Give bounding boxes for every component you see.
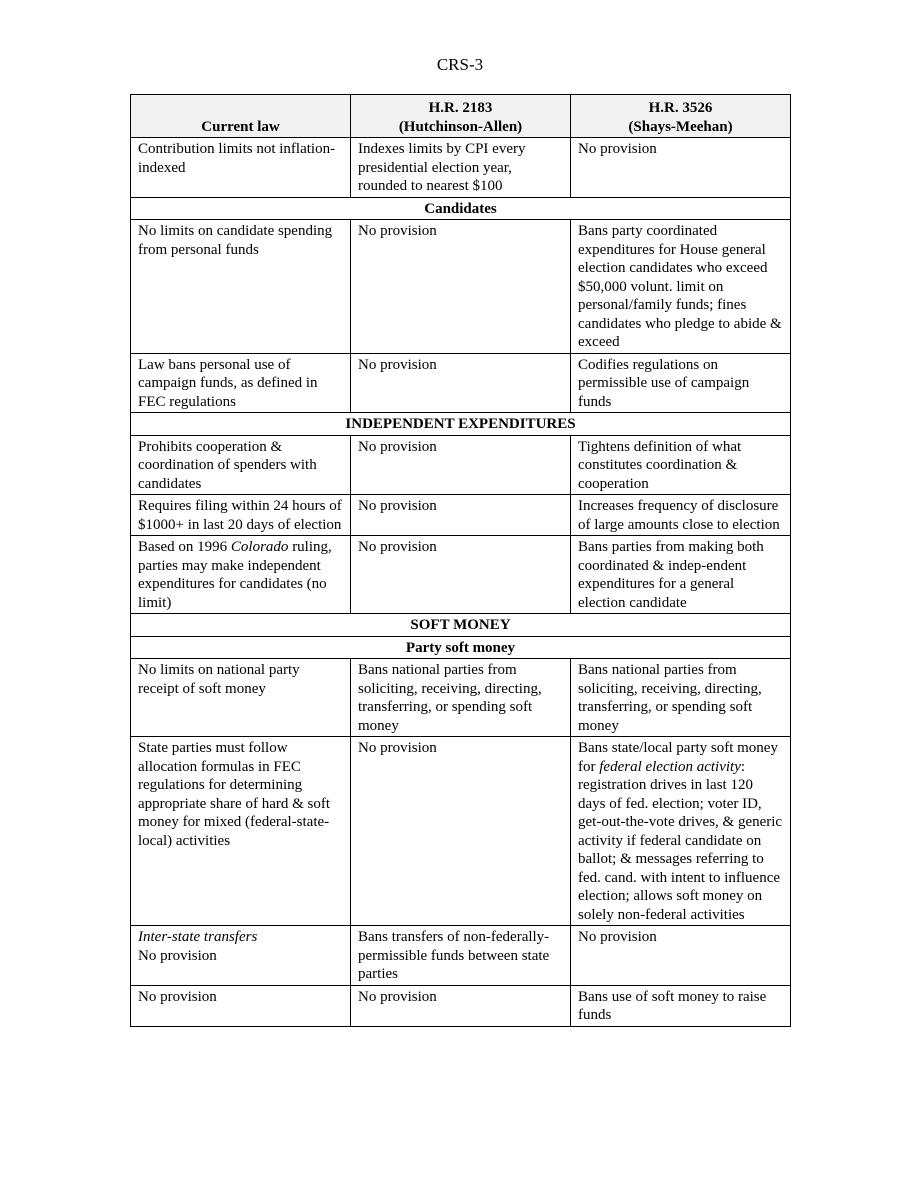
cell-hr3526: No provision bbox=[571, 926, 791, 986]
page-header: CRS-3 bbox=[436, 55, 484, 74]
section-row bbox=[131, 636, 791, 659]
cell-text: No provision bbox=[138, 947, 217, 964]
section-row bbox=[131, 413, 791, 436]
cell-current-law: Law bans personal use of campaign funds, as defined in FEC regulations bbox=[131, 353, 351, 413]
cell-current-law: Requires filing within 24 hours of $1000+ in last 20 days of election bbox=[131, 495, 351, 536]
cell-text: ruling, parties may make independent expenditures for candidates (no limit) bbox=[138, 539, 332, 611]
cell-hr3526: Bans parties from making both coordinated & indep-endent expenditures for a general election candidate bbox=[571, 536, 791, 614]
cell-current-law: No limits on national party receipt of soft money bbox=[131, 659, 351, 737]
cell-text: : registration drives in last 120 days of fed. election; voter ID, get-out-the-vote drives, & generic activity if federal candidate on ballot; & messages referring to fed. cand. with intent to influence election; allows soft money on solely non-federal activities bbox=[578, 758, 783, 923]
header-hr3526: H.R. 3526 (Shays-Meehan) bbox=[571, 95, 791, 138]
table-header-row bbox=[131, 95, 791, 138]
cell-text: Bans state/local party soft money for bbox=[578, 740, 778, 775]
cell-hr2183: No provision bbox=[351, 737, 571, 926]
cell-hr2183: No provision bbox=[351, 220, 571, 354]
cell-hr3526: Tightens definition of what constitutes coordination & cooperation bbox=[571, 435, 791, 495]
cell-hr3526 bbox=[571, 737, 791, 926]
cell-hr2183: Indexes limits by CPI every presidential election year, rounded to nearest $100 bbox=[351, 138, 571, 198]
cell-hr3526: Codifies regulations on permissible use of campaign funds bbox=[571, 353, 791, 413]
table-row bbox=[131, 435, 791, 495]
section-heading-soft-money: SOFT MONEY bbox=[131, 614, 791, 637]
cell-hr3526: Bans use of soft money to raise funds bbox=[571, 985, 791, 1026]
cell-hr3526: Increases frequency of disclosure of large amounts close to election bbox=[571, 495, 791, 536]
table-row bbox=[131, 495, 791, 536]
section-heading-independent-expenditures: INDEPENDENT EXPENDITURES bbox=[131, 413, 791, 436]
cell-hr2183: No provision bbox=[351, 985, 571, 1026]
cell-hr2183: No provision bbox=[351, 495, 571, 536]
table-row bbox=[131, 659, 791, 737]
section-heading-candidates: Candidates bbox=[131, 197, 791, 220]
cell-current-law: State parties must follow allocation formulas in FEC regulations for determining appropriate share of hard & soft money for mixed (federal-state-local) activities bbox=[131, 737, 351, 926]
section-heading-party-soft-money: Party soft money bbox=[131, 636, 791, 659]
table-row bbox=[131, 536, 791, 614]
table-row bbox=[131, 985, 791, 1026]
table-row bbox=[131, 138, 791, 198]
cell-hr3526: Bans national parties from soliciting, receiving, directing, transferring, or spending soft money bbox=[571, 659, 791, 737]
cell-current-law bbox=[131, 536, 351, 614]
cell-current-law: No provision bbox=[131, 985, 351, 1026]
cell-hr2183: Bans national parties from soliciting, receiving, directing, transferring, or spending soft money bbox=[351, 659, 571, 737]
table-row bbox=[131, 220, 791, 354]
cell-current-law: Prohibits cooperation & coordination of spenders with candidates bbox=[131, 435, 351, 495]
cell-hr2183: No provision bbox=[351, 435, 571, 495]
case-name: Colorado bbox=[230, 539, 289, 555]
section-row bbox=[131, 614, 791, 637]
subheading: Inter-state transfers bbox=[138, 929, 258, 945]
cell-hr3526: No provision bbox=[571, 138, 791, 198]
table-row bbox=[131, 926, 791, 986]
header-hr2183: H.R. 2183 (Hutchinson-Allen) bbox=[351, 95, 571, 138]
cell-text: Based on 1996 bbox=[138, 539, 231, 555]
cell-current-law: Contribution limits not inflation-indexed bbox=[131, 138, 351, 198]
cell-current-law: No limits on candidate spending from personal funds bbox=[131, 220, 351, 354]
cell-hr2183: No provision bbox=[351, 536, 571, 614]
defined-term: federal election activity bbox=[599, 758, 741, 775]
table-row bbox=[131, 737, 791, 926]
cell-current-law bbox=[131, 926, 351, 986]
cell-hr2183: Bans transfers of non-federally-permissible funds between state parties bbox=[351, 926, 571, 986]
section-row bbox=[131, 197, 791, 220]
cell-hr3526: Bans party coordinated expenditures for House general election candidates who exceed $50,000 volunt. limit on personal/family funds; fines candidates who pledge to abide & exceed bbox=[571, 220, 791, 354]
header-current-law: Current law bbox=[131, 95, 351, 138]
comparison-table bbox=[130, 94, 791, 1027]
table-row bbox=[131, 353, 791, 413]
cell-hr2183: No provision bbox=[351, 353, 571, 413]
